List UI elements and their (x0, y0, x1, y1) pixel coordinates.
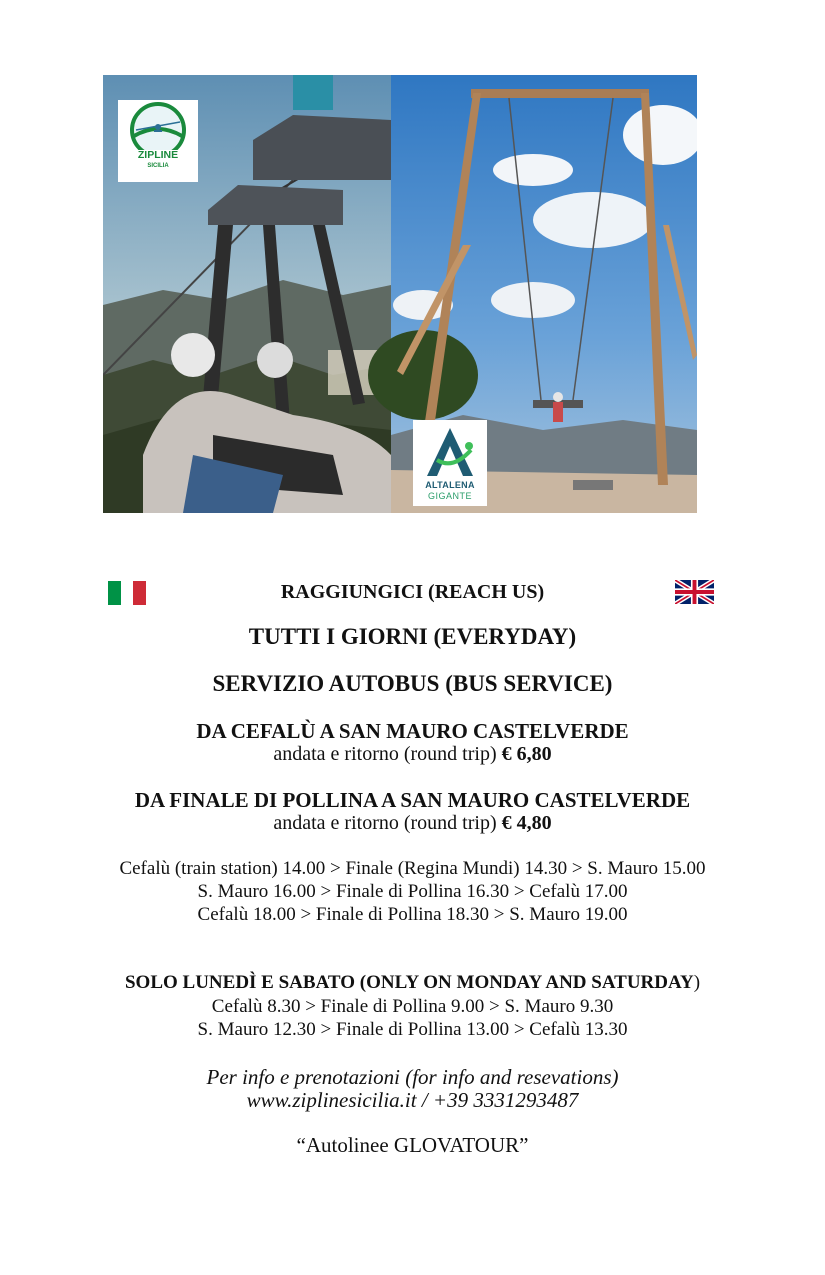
zipline-emblem-icon (118, 100, 198, 150)
zipline-logo-name: ZIPLINE (137, 149, 179, 161)
fare-label: andata e ritorno (round trip) (273, 743, 502, 765)
bus-service-heading: SERVIZIO AUTOBUS (BUS SERVICE) (212, 671, 613, 696)
special-days-title-close: ) (693, 972, 701, 993)
operator-name: “Autolinee GLOVATOUR” (296, 1133, 529, 1157)
route-finale-fare (0, 812, 825, 835)
schedule-line: Cefalù 8.30 > Finale di Pollina 9.00 > S. Mauro 9.30 (211, 996, 614, 1017)
contact-line: www.ziplinesicilia.it / +39 3331293487 (246, 1088, 579, 1112)
altalena-logo-sub: GIGANTE (427, 491, 472, 501)
schedule-line: Cefalù 18.00 > Finale di Pollina 18.30 > S. Mauro 19.00 (197, 904, 628, 925)
altalena-emblem-icon (413, 420, 487, 478)
fare-price: € 4,80 (501, 812, 552, 834)
route-finale-title: DA FINALE DI POLLINA A SAN MAURO CASTELVERDE (134, 788, 691, 812)
everyday-heading: TUTTI I GIORNI (EVERYDAY) (248, 624, 577, 649)
route-cefalu-title: DA CEFALÙ A SAN MAURO CASTELVERDE (196, 719, 629, 743)
info-line: Per info e prenotazioni (for info and resevations) (206, 1065, 619, 1089)
special-days-heading (0, 972, 825, 994)
schedule-line: Cefalù (train station) 14.00 > Finale (Regina Mundi) 14.30 > S. Mauro 15.00 (119, 858, 706, 879)
fare-price: € 6,80 (501, 743, 552, 765)
schedule-line: S. Mauro 16.00 > Finale di Pollina 16.30 > Cefalù 17.00 (197, 881, 628, 902)
altalena-gigante-logo (413, 420, 487, 506)
zipline-sicilia-logo (118, 100, 198, 182)
altalena-logo-name: ALTALENA (425, 480, 475, 490)
route-cefalu-fare (0, 743, 825, 766)
schedule-line: S. Mauro 12.30 > Finale di Pollina 13.00 > Cefalù 13.30 (197, 1019, 628, 1040)
zipline-logo-sub: SICILIA (147, 163, 169, 169)
reach-us-heading: RAGGIUNGICI (REACH US) (280, 581, 545, 603)
fare-label: andata e ritorno (round trip) (273, 812, 502, 834)
special-days-title: SOLO LUNEDÌ E SABATO (ONLY ON MONDAY AND SATURDAY (124, 972, 694, 993)
